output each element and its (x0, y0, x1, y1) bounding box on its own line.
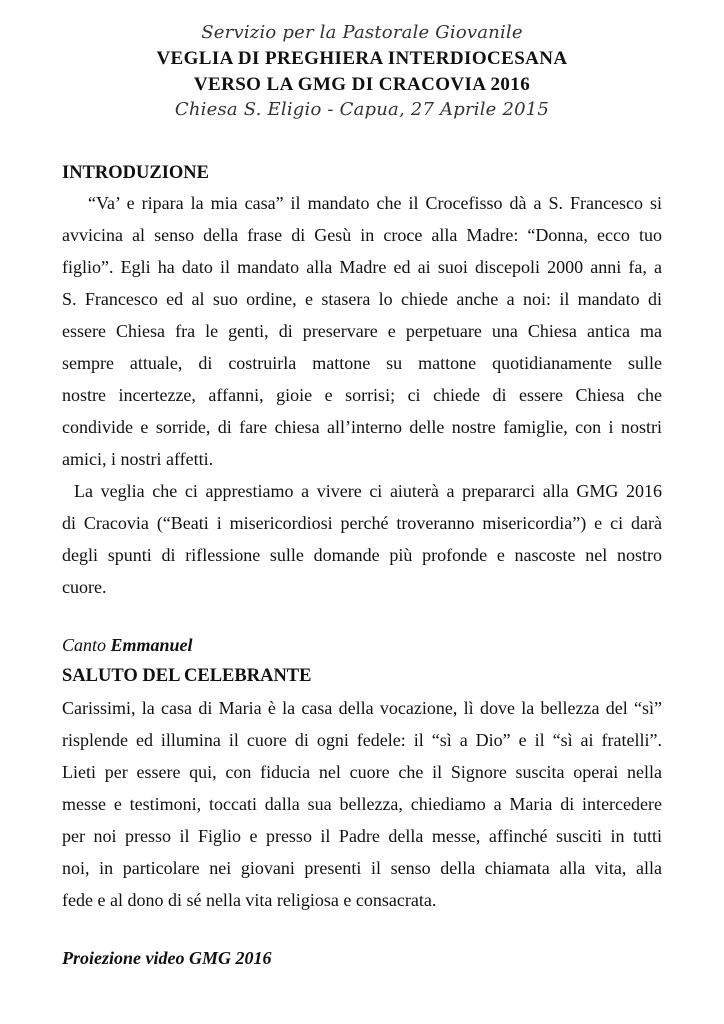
proiezione-title: Proiezione video GMG 2016 (62, 948, 272, 968)
saluto-line: Carissimi, la casa di Maria è la casa della vocazione, lì dove la bellezza del “sì” (62, 698, 662, 718)
intro-line: essere Chiesa fra le genti, di preservare e perpetuare una Chiesa antica ma (62, 321, 662, 341)
intro-line: condivide e sorride, di fare chiesa all’interno delle nostre famiglie, con i nostri (62, 417, 662, 437)
intro-line: figlio”. Egli ha dato il mandato alla Madre ed ai suoi discepoli 2000 anni fa, a (62, 257, 662, 277)
intro-line: “Va’ e ripara la mia casa” il mandato che il Crocefisso dà a S. Francesco si (88, 193, 662, 213)
intro-line: avvicina al senso della frase di Gesù in croce alla Madre: “Donna, ecco tuo (62, 225, 662, 245)
header-organization: Servizio per la Pastorale Giovanile (201, 22, 523, 43)
saluto-line: per noi presso il Figlio e presso il Padre della messe, affinché susciti in tutti (62, 826, 662, 846)
saluto-line: fede e al dono di sé nella vita religiosa e consacrata. (62, 890, 437, 910)
intro-line: degli spunti di riflessione sulle domande più profonde e nascoste nel nostro (62, 545, 662, 565)
canto-title: Emmanuel (110, 635, 193, 655)
intro-line: S. Francesco ed al suo ordine, e stasera lo chiede anche a noi: il mandato di (62, 289, 662, 309)
header-title: VEGLIA DI PREGHIERA INTERDIOCESANA (156, 48, 568, 69)
saluto-line: Lieti per essere qui, con fiducia nel cuore che il Signore suscita operai nella (62, 762, 662, 782)
canto-label: Canto (62, 635, 107, 655)
saluto-line: messe e testimoni, toccati dalla sua bellezza, chiediamo a Maria di intercedere (62, 794, 662, 814)
saluto-line: risplende ed illumina il cuore di ogni fedele: il “sì a Dio” e il “sì ai fratelli”. (62, 730, 662, 750)
intro-line: La veglia che ci apprestiamo a vivere ci aiuterà a prepararci alla GMG 2016 (74, 481, 662, 501)
intro-line: sempre attuale, di costruirla mattone su mattone quotidianamente sulle (62, 353, 662, 373)
section-heading-introduzione: INTRODUZIONE (62, 163, 209, 183)
canto-line (62, 630, 662, 661)
section-heading-saluto: SALUTO DEL CELEBRANTE (62, 666, 312, 686)
header-subtitle: VERSO LA GMG DI CRACOVIA 2016 (193, 74, 531, 95)
intro-line: cuore. (62, 577, 107, 597)
intro-line: amici, i nostri affetti. (62, 449, 214, 469)
intro-line: nostre incertezze, affanni, gioie e sorrisi; ci chiede di essere Chiesa che (62, 385, 662, 405)
header-location-date: Chiesa S. Eligio - Capua, 27 Aprile 2015 (174, 99, 550, 120)
intro-line: di Cracovia (“Beati i misericordiosi perché troveranno misericordia”) e ci darà (62, 513, 662, 533)
saluto-line: noi, in particolare nei giovani presenti il senso della chiamata alla vita, alla (62, 858, 662, 878)
